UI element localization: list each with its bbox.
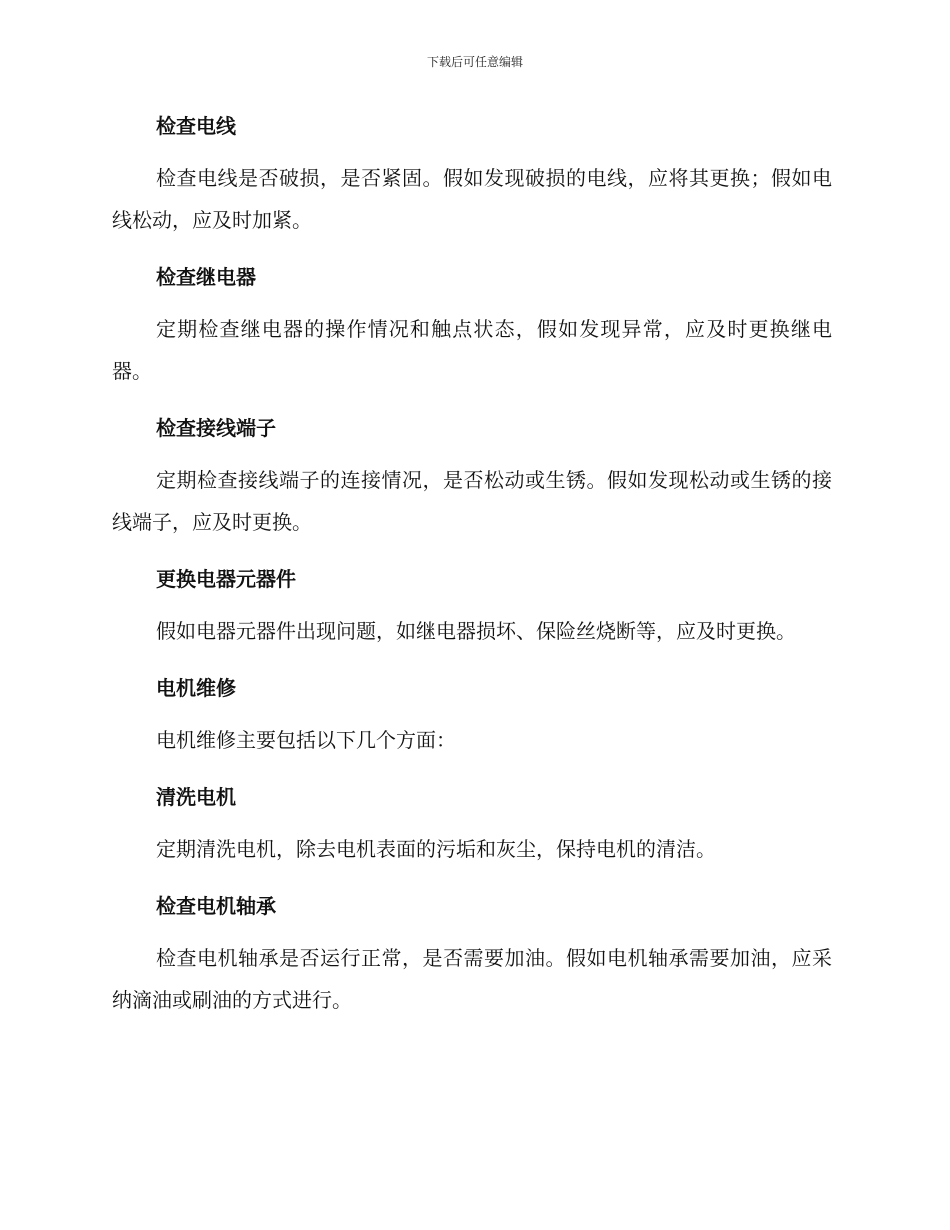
section-heading: 检查电线 [156,114,236,138]
section-paragraph: 定期检查接线端子的连接情况，是否松动或生锈。假如发现松动或生锈的接线端子，应及时更换。 [112,468,832,534]
section-check-relays [112,261,832,392]
section-check-bearings [112,890,832,1021]
section-check-terminals [112,412,832,543]
section-heading: 更换电器元器件 [156,567,296,591]
page-header: 下载后可任意编辑 [426,55,523,69]
section-heading: 检查电机轴承 [156,894,276,918]
document-body [112,110,832,1041]
section-paragraph: 定期清洗电机，除去电机表面的污垢和灰尘，保持电机的清洁。 [156,837,716,861]
section-heading: 清洗电机 [156,785,236,809]
section-heading: 电机维修 [156,676,236,700]
section-paragraph: 定期检查继电器的操作情况和触点状态，假如发现异常，应及时更换继电器。 [112,317,832,383]
section-replace-components [112,563,832,652]
section-paragraph: 检查电线是否破损，是否紧固。假如发现破损的电线，应将其更换；假如电线松动，应及时加紧。 [112,166,832,232]
section-check-wires [112,110,832,241]
section-clean-motor [112,781,832,870]
section-paragraph: 假如电器元器件出现问题，如继电器损坏、保险丝烧断等，应及时更换。 [156,619,796,643]
section-motor-repair [112,672,832,761]
section-paragraph: 检查电机轴承是否运行正常，是否需要加油。假如电机轴承需要加油，应采纳滴油或刷油的方式进行。 [112,946,832,1012]
section-heading: 检查继电器 [156,265,256,289]
section-paragraph: 电机维修主要包括以下几个方面： [156,728,456,752]
section-heading: 检查接线端子 [156,416,276,440]
